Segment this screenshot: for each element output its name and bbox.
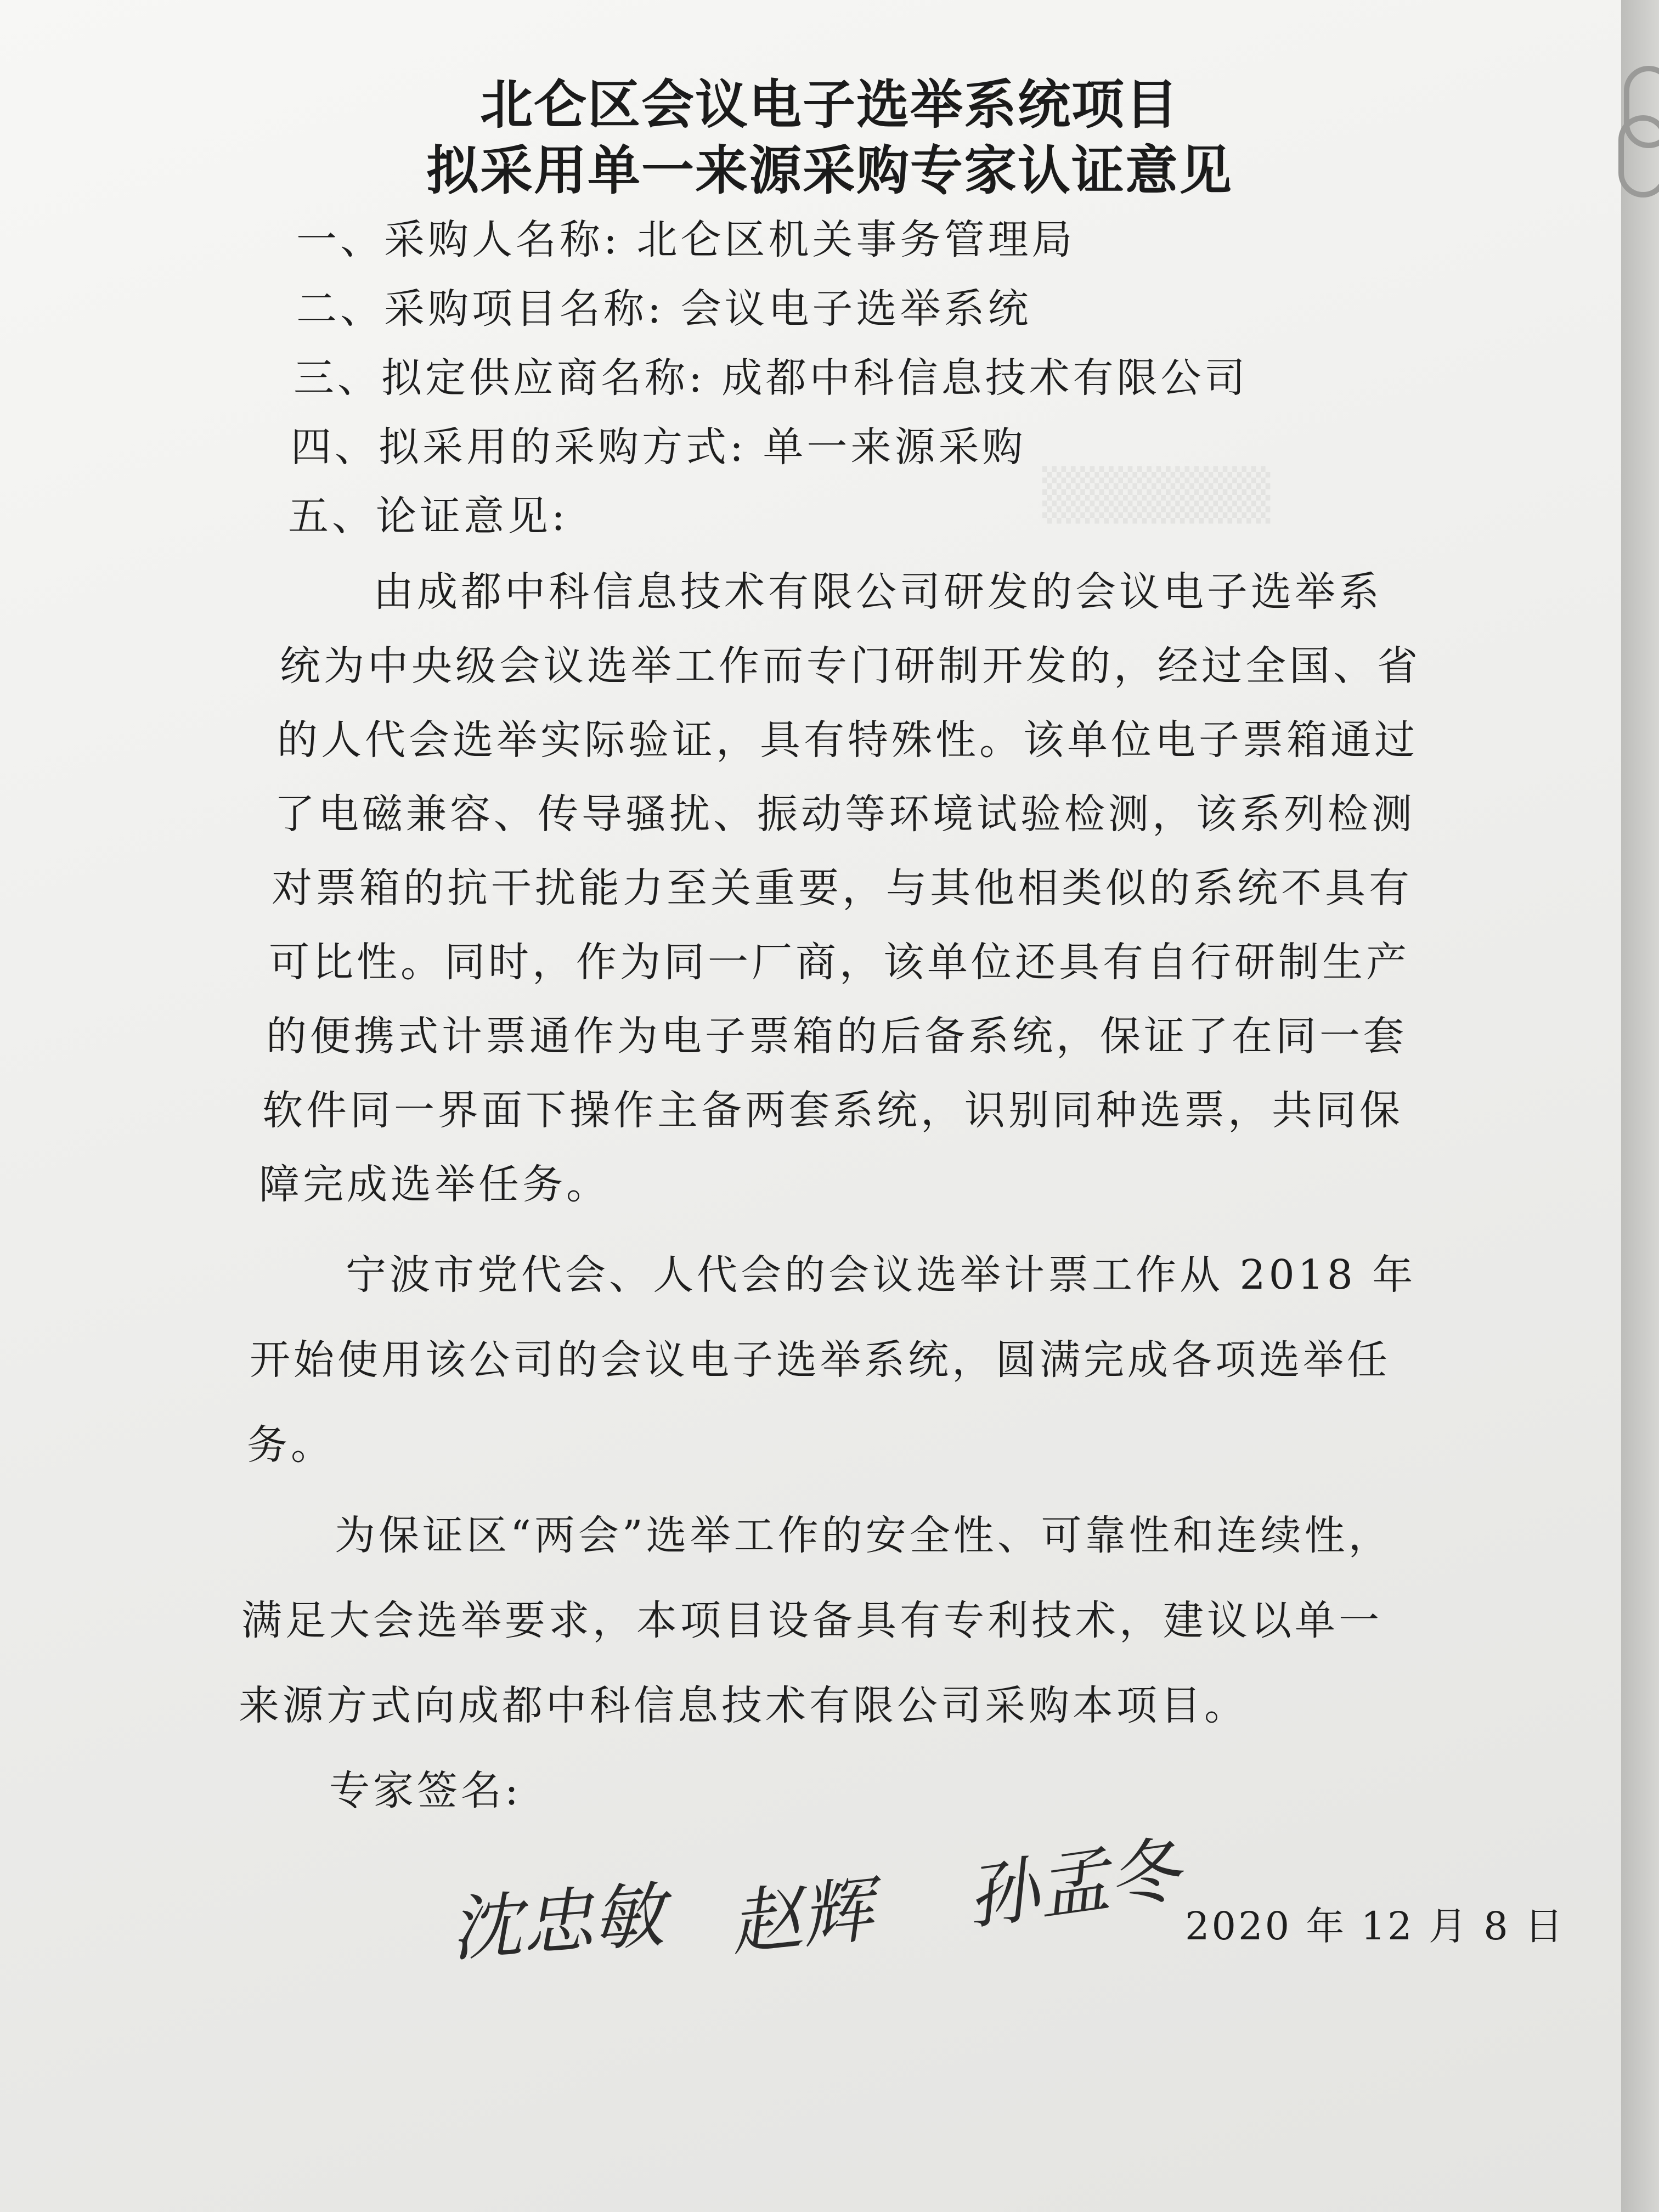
item-procurement-method: 四、拟采用的采购方式: 单一来源采购 [291,424,1026,471]
paragraph2-line: 务。 [247,1421,335,1469]
item-purchaser: 一、采购人名称: 北仑区机关事务管理局 [296,216,1076,263]
paragraph1-line: 软件同一界面下操作主备两套系统，识别同种选票，共同保 [262,1087,1403,1134]
handwritten-signature-2: 赵辉 [726,1867,877,1966]
desk-background [1621,0,1659,2212]
show-through-text: ▒▒▒▒▒▒ [1042,466,1271,524]
paragraph1-line: 障完成选举任务。 [259,1161,610,1208]
document-title-line1: 北仑区会议电子选举系统项目 [480,74,1179,136]
paragraph3-line: 满足大会选举要求，本项目设备具有专利技术，建议以单一 [241,1597,1383,1644]
document-title-line2: 拟采用单一来源采购专家认证意见 [426,140,1233,201]
paragraph1-line: 统为中央级会议选举工作而专门研制开发的，经过全国、省 [280,642,1421,690]
paragraph3-line: 来源方式向成都中科信息技术有限公司采购本项目。 [239,1682,1248,1729]
paragraph1-line: 的便携式计票通作为电子票箱的后备系统，保证了在同一套 [266,1013,1407,1060]
paragraph3-line: 为保证区“两会”选举工作的安全性、可靠性和连续性， [335,1512,1392,1559]
item-supplier: 三、拟定供应商名称: 成都中科信息技术有限公司 [294,354,1249,402]
paragraph2-line: 宁波市党代会、人代会的会议选举计票工作从 2018 年 [346,1251,1417,1299]
paragraph1-line: 对票箱的抗干扰能力至关重要，与其他相类似的系统不具有 [272,865,1413,912]
handwritten-signature-3: 孙孟冬 [961,1827,1186,1940]
paragraph1-line: 了电磁兼容、传导骚扰、振动等环境试验检测，该系列检测 [274,791,1415,838]
paragraph2-line: 开始使用该公司的会议电子选举系统，圆满完成各项选举任 [250,1336,1391,1384]
signature-label: 专家签名: [329,1767,522,1814]
document-date: 2020 年 12 月 8 日 [1185,1904,1566,1949]
paragraph1-line: 由成都中科信息技术有限公司研发的会议电子选举系 [373,568,1383,616]
item-project-name: 二、采购项目名称: 会议电子选举系统 [296,285,1032,332]
paragraph1-line: 的人代会选举实际验证，具有特殊性。该单位电子票箱通过 [277,716,1418,764]
handwritten-signature-1: 沈忠敏 [447,1873,667,1972]
item-opinion-heading: 五、论证意见: [288,493,568,540]
paragraph1-line: 可比性。同时，作为同一厂商，该单位还具有自行研制生产 [269,939,1410,986]
